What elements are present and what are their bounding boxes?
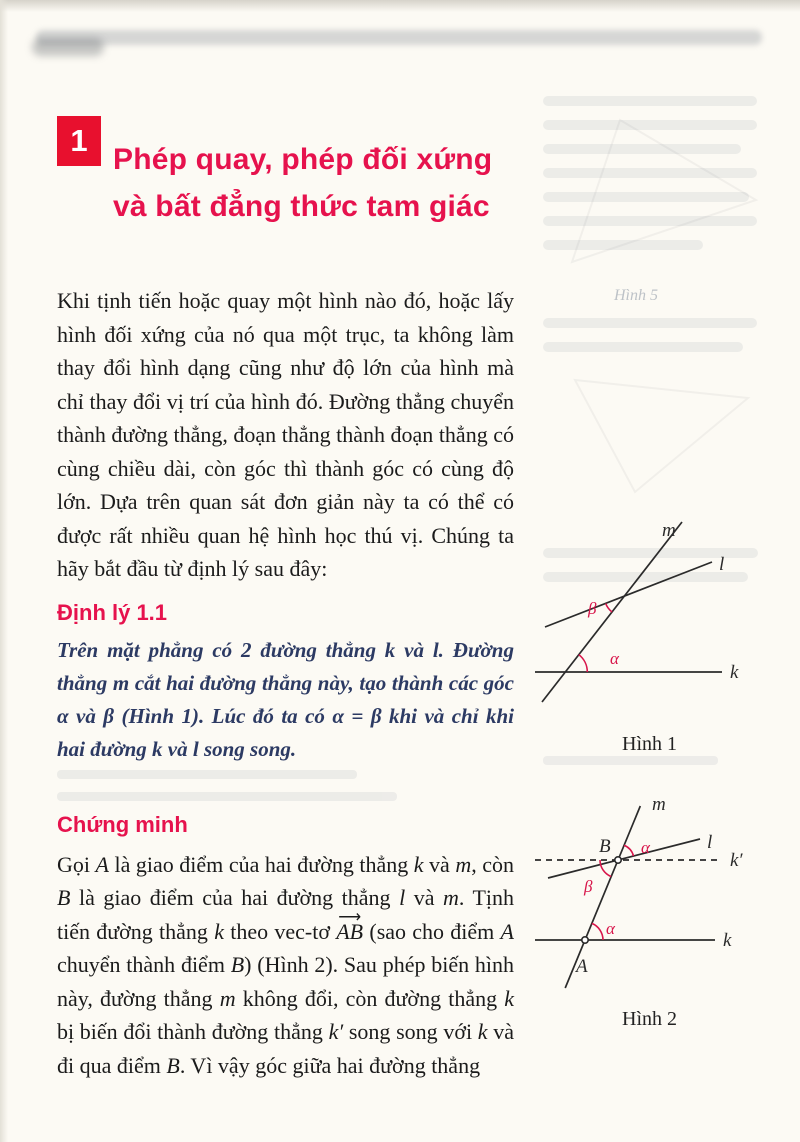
line-m-label: m xyxy=(652,794,666,815)
theorem-body: Trên mặt phẳng có 2 đường thẳng k và l. Đường thẳng m cắt hai đường thẳng này, tạo thành các góc α và β (Hình 1). Lúc đó ta có α = β khi và chỉ khi hai đường k và l song song. xyxy=(57,637,514,761)
angle-alpha-arc xyxy=(579,655,588,672)
figure-1-drawing xyxy=(522,512,777,727)
line-l-label: l xyxy=(719,554,725,575)
angle-alpha-at-B-arc xyxy=(624,845,633,856)
angle-alpha-at-B-label: α xyxy=(641,838,650,857)
point-A xyxy=(582,937,588,943)
figure-1-caption: Hình 1 xyxy=(622,733,677,755)
point-A-label: A xyxy=(576,956,588,977)
line-l xyxy=(545,562,712,627)
bleedthrough-figure-label: Hình 5 xyxy=(614,287,658,304)
chapter-title-line1: Phép quay, phép đối xứng xyxy=(113,143,493,177)
theorem-heading: Định lý 1.1 xyxy=(57,599,168,625)
line-k-prime-label: k′ xyxy=(730,850,743,871)
angle-alpha-label: α xyxy=(610,649,619,668)
intro-paragraph: Khi tịnh tiến hoặc quay một hình nào đó, hoặc lấy hình đối xứng của nó qua một trục, ta không làm thay đổi hình dạng cũng như độ lớn của hình mà chỉ thay đổi vị trí của hình đó. Đường thẳng chuyển thành đường thẳng, đoạn thẳng thành đoạn thẳng có cùng chiều dài, còn góc thì thành góc có cùng độ lớn. Dựa trên quan sát đơn giản này ta có thể có được rất nhiều quan hệ hình học thú vị. Chúng ta hãy bắt đầu từ định lý sau đây: xyxy=(57,288,514,582)
angle-alpha-at-A-label: α xyxy=(606,919,615,938)
line-k-label: k xyxy=(730,662,739,683)
angle-beta-at-B-label: β xyxy=(584,877,593,896)
angle-beta-arc xyxy=(606,604,612,613)
line-m-label: m xyxy=(662,520,676,541)
proof-heading: Chứng minh xyxy=(57,811,188,837)
point-B xyxy=(615,857,621,863)
figure-2 xyxy=(522,792,777,1031)
chapter-number-badge: 1 xyxy=(57,116,101,166)
figure-2-drawing xyxy=(522,792,777,1002)
angle-beta-label: β xyxy=(588,599,597,618)
line-l-label: l xyxy=(707,832,713,853)
figure-2-caption: Hình 2 xyxy=(622,1008,677,1030)
figure-1 xyxy=(522,512,777,756)
line-k-label: k xyxy=(723,930,732,951)
chapter-title-line2: và bất đẳng thức tam giác xyxy=(113,190,490,224)
angle-alpha-at-A-arc xyxy=(592,923,603,940)
point-B-label: B xyxy=(599,836,611,857)
proof-paragraph: Gọi A là giao điểm của hai đường thẳng k và m, còn B là giao điểm của hai đường thẳng l và m. Tịnh tiến đường thẳng k theo vec-tơ ⟶ AB (sao cho điểm A chuyển thành điểm B) (Hình 2). Sau phép biến hình này, đường thẳng m không đổi, còn đường thẳng k bị biến đổi thành đường thẳng k′ song song với k và đi qua điểm B. Vì vậy góc giữa hai đường thẳng xyxy=(57,848,514,1083)
